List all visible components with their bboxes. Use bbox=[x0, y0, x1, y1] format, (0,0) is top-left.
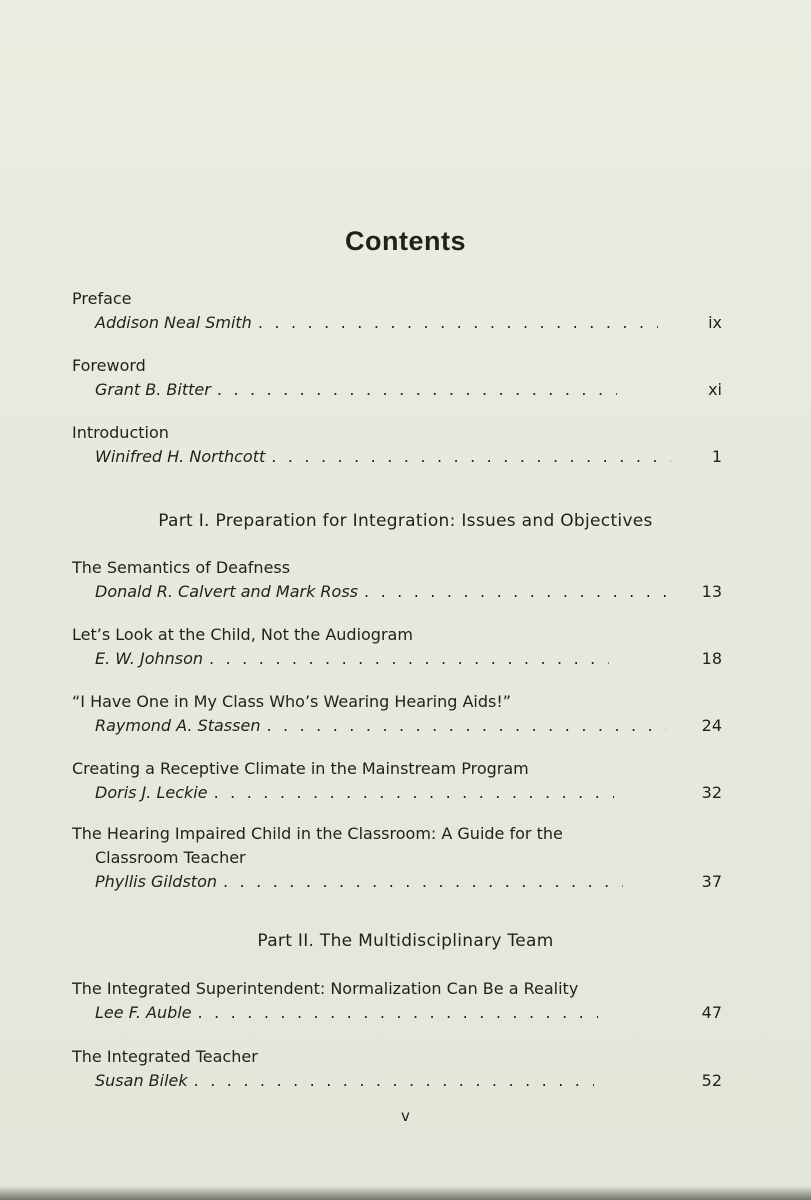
page-bottom-shadow bbox=[0, 1186, 811, 1200]
dot-leader bbox=[209, 647, 609, 671]
dot-leader bbox=[194, 1069, 594, 1093]
entry-title: The Hearing Impaired Child in the Classroom: A Guide for the bbox=[72, 824, 563, 843]
dot-leader bbox=[198, 1001, 598, 1025]
entry-title: Foreword bbox=[72, 356, 146, 375]
entry-author: Winifred H. Northcott bbox=[95, 447, 266, 466]
entry-author: Grant B. Bitter bbox=[95, 380, 211, 399]
entry-title: Preface bbox=[72, 289, 132, 308]
entry-title: The Semantics of Deafness bbox=[72, 558, 291, 577]
entry-author: Susan Bilek bbox=[95, 1071, 188, 1090]
entry-page-number: xi bbox=[708, 380, 722, 399]
toc-entry[interactable] bbox=[72, 757, 722, 805]
dot-leader bbox=[217, 378, 617, 402]
entry-page-number: 37 bbox=[701, 872, 722, 891]
entry-author: Doris J. Leckie bbox=[95, 783, 208, 802]
toc-entry[interactable] bbox=[72, 1045, 722, 1093]
toc-entry[interactable] bbox=[72, 977, 722, 1025]
entry-page-number: 18 bbox=[701, 649, 722, 668]
toc-entry[interactable] bbox=[72, 556, 722, 604]
folio-page-number: v bbox=[401, 1107, 410, 1125]
entry-page-number: ix bbox=[708, 313, 722, 332]
entry-page-number: 24 bbox=[701, 716, 722, 735]
entry-page-number: 52 bbox=[701, 1071, 722, 1090]
dot-leader bbox=[364, 580, 672, 604]
entry-page-number: 1 bbox=[711, 447, 722, 466]
entry-title: Creating a Receptive Climate in the Mainstream Program bbox=[72, 759, 529, 778]
entry-title: Let’s Look at the Child, Not the Audiogram bbox=[72, 625, 413, 644]
entry-title: Introduction bbox=[72, 423, 169, 442]
dot-leader bbox=[214, 781, 614, 805]
dot-leader bbox=[223, 870, 623, 894]
dot-leader bbox=[258, 311, 658, 335]
entry-title: The Integrated Teacher bbox=[72, 1047, 258, 1066]
entry-author: E. W. Johnson bbox=[95, 649, 204, 668]
toc-entry-foreword[interactable] bbox=[72, 354, 722, 402]
entry-author: Phyllis Gildston bbox=[95, 872, 217, 891]
entry-page-number: 47 bbox=[701, 1003, 722, 1022]
toc-entry-preface[interactable] bbox=[72, 287, 722, 335]
page-title: Contents bbox=[345, 226, 466, 256]
entry-author: Addison Neal Smith bbox=[95, 313, 252, 332]
toc-entry[interactable] bbox=[72, 822, 722, 894]
entry-page-number: 13 bbox=[701, 582, 722, 601]
dot-leader bbox=[266, 714, 666, 738]
dot-leader bbox=[271, 445, 671, 469]
part-heading-1: Part I. Preparation for Integration: Issues and Objectives bbox=[158, 511, 653, 531]
entry-title-continued: Classroom Teacher bbox=[95, 848, 246, 867]
entry-page-number: 32 bbox=[701, 783, 722, 802]
entry-title: The Integrated Superintendent: Normalization Can Be a Reality bbox=[72, 979, 579, 998]
part-heading-2: Part II. The Multidisciplinary Team bbox=[257, 931, 554, 951]
entry-author: Lee F. Auble bbox=[95, 1003, 192, 1022]
entry-title: “I Have One in My Class Who’s Wearing Hearing Aids!” bbox=[72, 692, 512, 711]
entry-author: Raymond A. Stassen bbox=[95, 716, 261, 735]
entry-author: Donald R. Calvert and Mark Ross bbox=[95, 582, 359, 601]
toc-entry[interactable] bbox=[72, 623, 722, 671]
toc-entry[interactable] bbox=[72, 690, 722, 738]
toc-entry-introduction[interactable] bbox=[72, 421, 722, 469]
